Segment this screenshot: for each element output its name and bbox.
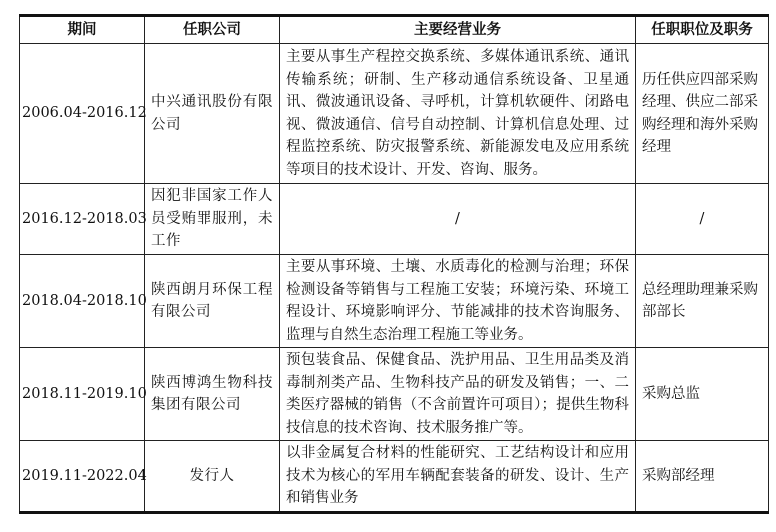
cell-period: 2018.04-2018.10 [20, 255, 145, 348]
cell-position: 总经理助理兼采购部部长 [636, 255, 769, 348]
table-row [20, 255, 769, 348]
table-row [20, 441, 769, 513]
header-row [20, 16, 769, 44]
cell-company: 中兴通讯股份有限公司 [145, 44, 280, 184]
cell-company: 发行人 [145, 441, 280, 513]
table-header [20, 16, 769, 44]
cell-company: 陕西朗月环保工程有限公司 [145, 255, 280, 348]
career-history-table [19, 14, 769, 514]
cell-position: 采购部经理 [636, 441, 769, 513]
cell-business: 主要从事环境、土壤、水质毒化的检测与治理；环保检测设备等销售与工程施工安装；环境污染、环境工程设计、环境影响评分、节能减排的技术咨询服务、监理与自然生态治理工程施工等业务。 [280, 255, 636, 348]
cell-company: 因犯非国家工作人员受贿罪服刑，未工作 [145, 184, 280, 255]
cell-business: 以非金属复合材料的性能研究、工艺结构设计和应用技术为核心的军用车辆配套装备的研发、设计、生产和销售业务 [280, 441, 636, 513]
cell-position: 历任供应四部采购经理、供应二部采购经理和海外采购经理 [636, 44, 769, 184]
cell-period: 2016.12-2018.03 [20, 184, 145, 255]
table-row [20, 348, 769, 441]
cell-position: / [636, 184, 769, 255]
header-company: 任职公司 [145, 16, 280, 44]
table-body [20, 44, 769, 513]
cell-period: 2018.11-2019.10 [20, 348, 145, 441]
header-position: 任职职位及职务 [636, 16, 769, 44]
cell-company: 陕西博鸿生物科技集团有限公司 [145, 348, 280, 441]
cell-business: 预包装食品、保健食品、洗护用品、卫生用品类及消毒制剂类产品、生物科技产品的研发及销售；一、二类医疗器械的销售（不含前置许可项目）；提供生物科技信息的技术咨询、技术服务推广等。 [280, 348, 636, 441]
cell-position: 采购总监 [636, 348, 769, 441]
header-period: 期间 [20, 16, 145, 44]
table-row [20, 184, 769, 255]
cell-period: 2006.04-2016.12 [20, 44, 145, 184]
cell-period: 2019.11-2022.04 [20, 441, 145, 513]
table-row [20, 44, 769, 184]
cell-business: / [280, 184, 636, 255]
cell-business: 主要从事生产程控交换系统、多媒体通讯系统、通讯传输系统；研制、生产移动通信系统设备、卫星通讯、微波通讯设备、寻呼机，计算机软硬件、闭路电视、微波通信、信号自动控制、计算机信息处理、过程监控系统、防灾报警系统、新能源发电及应用系统等项目的技术设计、开发、咨询、服务。 [280, 44, 636, 184]
header-business: 主要经营业务 [280, 16, 636, 44]
